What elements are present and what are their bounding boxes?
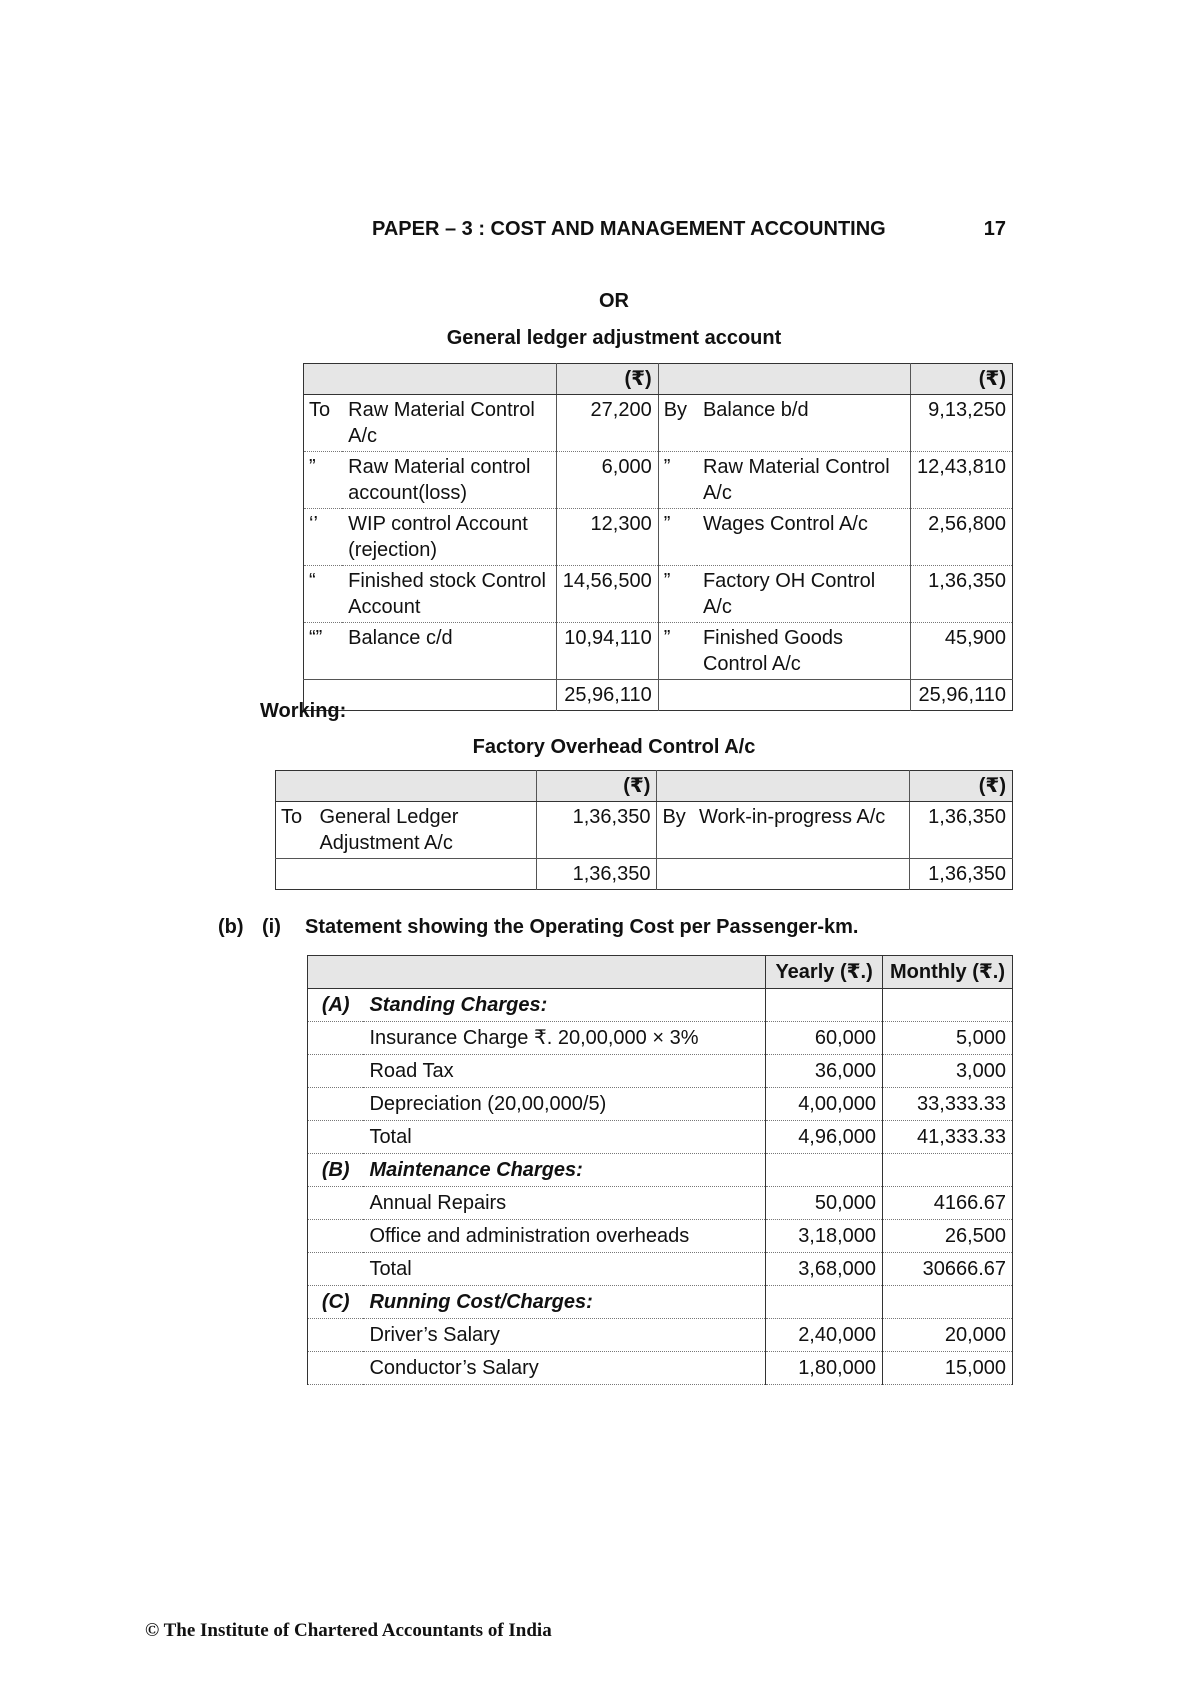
gl-total-row — [304, 680, 1013, 711]
statement-item-label: Annual Repairs — [363, 1187, 765, 1220]
gl-cr-amount: 45,900 — [911, 623, 1013, 680]
statement-item-label: Insurance Charge ₹. 20,00,000 × 3% — [363, 1022, 765, 1055]
foh-total-dr: 1,36,350 — [536, 859, 657, 890]
statement-monthly-value: 20,000 — [883, 1319, 1013, 1352]
statement-section-label: Maintenance Charges: — [363, 1154, 765, 1187]
gl-total-cr: 25,96,110 — [911, 680, 1013, 711]
foh-total-cr: 1,36,350 — [910, 859, 1013, 890]
statement-section-code: (C) — [308, 1286, 364, 1319]
or-label: OR — [599, 290, 629, 312]
statement-item-row — [308, 1253, 1013, 1286]
gl-dr-amount: 27,200 — [556, 395, 658, 452]
statement-monthly-value — [883, 1286, 1013, 1319]
gl-entry-row — [304, 452, 1013, 509]
statement-header-row — [308, 956, 1013, 989]
gl-dr-amount: 12,300 — [556, 509, 658, 566]
statement-item-row — [308, 1319, 1013, 1352]
statement-yearly-value: 36,000 — [766, 1055, 883, 1088]
working-label: Working: — [260, 700, 347, 722]
statement-item-label: Driver’s Salary — [363, 1319, 765, 1352]
statement-section-code — [308, 1055, 364, 1088]
gl-cr-amount: 1,36,350 — [911, 566, 1013, 623]
gl-cr-particular: Raw Material Control A/c — [697, 452, 911, 509]
statement-section-code — [308, 1319, 364, 1352]
page-number: 17 — [983, 218, 1006, 240]
statement-yearly-value — [766, 1286, 883, 1319]
gl-dr-prefix: “ — [304, 566, 343, 623]
statement-yearly-value: 4,96,000 — [766, 1121, 883, 1154]
statement-item-row — [308, 1220, 1013, 1253]
gl-entry-row — [304, 623, 1013, 680]
gl-dr-particular: Raw Material Control A/c — [342, 395, 556, 452]
statement-section-code — [308, 1022, 364, 1055]
gl-dr-particular: Balance c/d — [342, 623, 556, 680]
statement-section-code: (A) — [308, 989, 364, 1022]
statement-monthly-value: 33,333.33 — [883, 1088, 1013, 1121]
gl-dr-prefix: ‘’ — [304, 509, 343, 566]
gl-total-dr: 25,96,110 — [556, 680, 658, 711]
statement-yearly-value: 1,80,000 — [766, 1352, 883, 1385]
gl-cr-particular: Wages Control A/c — [697, 509, 911, 566]
gl-dr-prefix: ” — [304, 452, 343, 509]
statement-section-code — [308, 1253, 364, 1286]
statement-yearly-value: 2,40,000 — [766, 1319, 883, 1352]
col-yearly-header: Yearly (₹.) — [766, 956, 883, 989]
statement-item-label: Depreciation (20,00,000/5) — [363, 1088, 765, 1121]
statement-item-label: Total — [363, 1121, 765, 1154]
foh-dr-particular: General Ledger Adjustment A/c — [313, 802, 536, 859]
foh-cr-amount: 1,36,350 — [910, 802, 1013, 859]
footer-copyright: © The Institute of Chartered Accountants of India — [145, 1620, 552, 1641]
statement-section-code — [308, 1088, 364, 1121]
gl-cr-particular: Finished Goods Control A/c — [697, 623, 911, 680]
gl-dr-currency: (₹) — [556, 364, 658, 395]
statement-yearly-value — [766, 1154, 883, 1187]
statement-section-code — [308, 1121, 364, 1154]
section-b-label: (b) — [218, 916, 244, 938]
statement-item-row — [308, 1088, 1013, 1121]
col-monthly-header: Monthly (₹.) — [883, 956, 1013, 989]
gl-cr-particular: Balance b/d — [697, 395, 911, 452]
statement-section-row — [308, 1286, 1013, 1319]
gl-adjustment-table — [303, 363, 1013, 711]
statement-yearly-value: 50,000 — [766, 1187, 883, 1220]
foh-total-row — [276, 859, 1013, 890]
statement-monthly-value — [883, 989, 1013, 1022]
foh-dr-currency: (₹) — [536, 771, 657, 802]
statement-section-code — [308, 1220, 364, 1253]
foh-cr-particular: Work-in-progress A/c — [693, 802, 910, 859]
gl-account-title: General ledger adjustment account — [446, 327, 782, 349]
gl-cr-prefix: ” — [658, 566, 697, 623]
statement-yearly-value — [766, 989, 883, 1022]
gl-cr-amount: 2,56,800 — [911, 509, 1013, 566]
statement-monthly-value: 15,000 — [883, 1352, 1013, 1385]
statement-yearly-value: 3,18,000 — [766, 1220, 883, 1253]
statement-monthly-value: 5,000 — [883, 1022, 1013, 1055]
gl-cr-prefix: ” — [658, 452, 697, 509]
foh-entry-row — [276, 802, 1013, 859]
foh-cr-prefix: By — [657, 802, 693, 859]
gl-cr-amount: 12,43,810 — [911, 452, 1013, 509]
foh-dr-amount: 1,36,350 — [536, 802, 657, 859]
page-header-title: PAPER – 3 : COST AND MANAGEMENT ACCOUNTING — [372, 218, 886, 240]
gl-dr-amount: 14,56,500 — [556, 566, 658, 623]
gl-dr-prefix: “” — [304, 623, 343, 680]
statement-item-label: Total — [363, 1253, 765, 1286]
gl-entry-row — [304, 395, 1013, 452]
statement-item-row — [308, 1187, 1013, 1220]
statement-section-code: (B) — [308, 1154, 364, 1187]
gl-cr-currency: (₹) — [911, 364, 1013, 395]
gl-cr-prefix: ” — [658, 509, 697, 566]
statement-item-row — [308, 1352, 1013, 1385]
statement-monthly-value: 4166.67 — [883, 1187, 1013, 1220]
gl-dr-particular: Raw Material control account(loss) — [342, 452, 556, 509]
statement-section-row — [308, 1154, 1013, 1187]
statement-monthly-value: 26,500 — [883, 1220, 1013, 1253]
foh-control-table — [275, 770, 1013, 890]
statement-item-label: Conductor’s Salary — [363, 1352, 765, 1385]
gl-dr-amount: 10,94,110 — [556, 623, 658, 680]
gl-dr-particular: Finished stock Control Account — [342, 566, 556, 623]
gl-entry-row — [304, 509, 1013, 566]
gl-dr-amount: 6,000 — [556, 452, 658, 509]
foh-dr-prefix: To — [276, 802, 314, 859]
statement-monthly-value — [883, 1154, 1013, 1187]
statement-monthly-value: 3,000 — [883, 1055, 1013, 1088]
gl-total-empty-cell — [697, 680, 911, 711]
gl-dr-particular: WIP control Account (rejection) — [342, 509, 556, 566]
gl-cr-prefix: ” — [658, 623, 697, 680]
statement-section-row — [308, 989, 1013, 1022]
gl-cr-particular: Factory OH Control A/c — [697, 566, 911, 623]
statement-monthly-value: 41,333.33 — [883, 1121, 1013, 1154]
statement-section-code — [308, 1187, 364, 1220]
foh-account-title: Factory Overhead Control A/c — [472, 736, 756, 758]
statement-section-label: Running Cost/Charges: — [363, 1286, 765, 1319]
gl-header-row — [304, 364, 1013, 395]
statement-item-label: Road Tax — [363, 1055, 765, 1088]
statement-item-row — [308, 1121, 1013, 1154]
foh-cr-currency: (₹) — [910, 771, 1013, 802]
gl-total-empty-cell — [658, 680, 697, 711]
statement-section-label: Standing Charges: — [363, 989, 765, 1022]
gl-dr-prefix: To — [304, 395, 343, 452]
statement-monthly-value: 30666.67 — [883, 1253, 1013, 1286]
statement-yearly-value: 4,00,000 — [766, 1088, 883, 1121]
statement-item-row — [308, 1055, 1013, 1088]
operating-cost-table — [307, 955, 1013, 1385]
statement-item-row — [308, 1022, 1013, 1055]
statement-title: Statement showing the Operating Cost per Passenger-km. — [305, 916, 859, 938]
foh-header-row — [276, 771, 1013, 802]
statement-yearly-value: 60,000 — [766, 1022, 883, 1055]
statement-yearly-value: 3,68,000 — [766, 1253, 883, 1286]
section-b-sub-label: (i) — [262, 916, 281, 938]
statement-item-label: Office and administration overheads — [363, 1220, 765, 1253]
gl-total-empty-cell — [342, 680, 556, 711]
gl-cr-amount: 9,13,250 — [911, 395, 1013, 452]
statement-section-code — [308, 1352, 364, 1385]
gl-cr-prefix: By — [658, 395, 697, 452]
gl-entry-row — [304, 566, 1013, 623]
